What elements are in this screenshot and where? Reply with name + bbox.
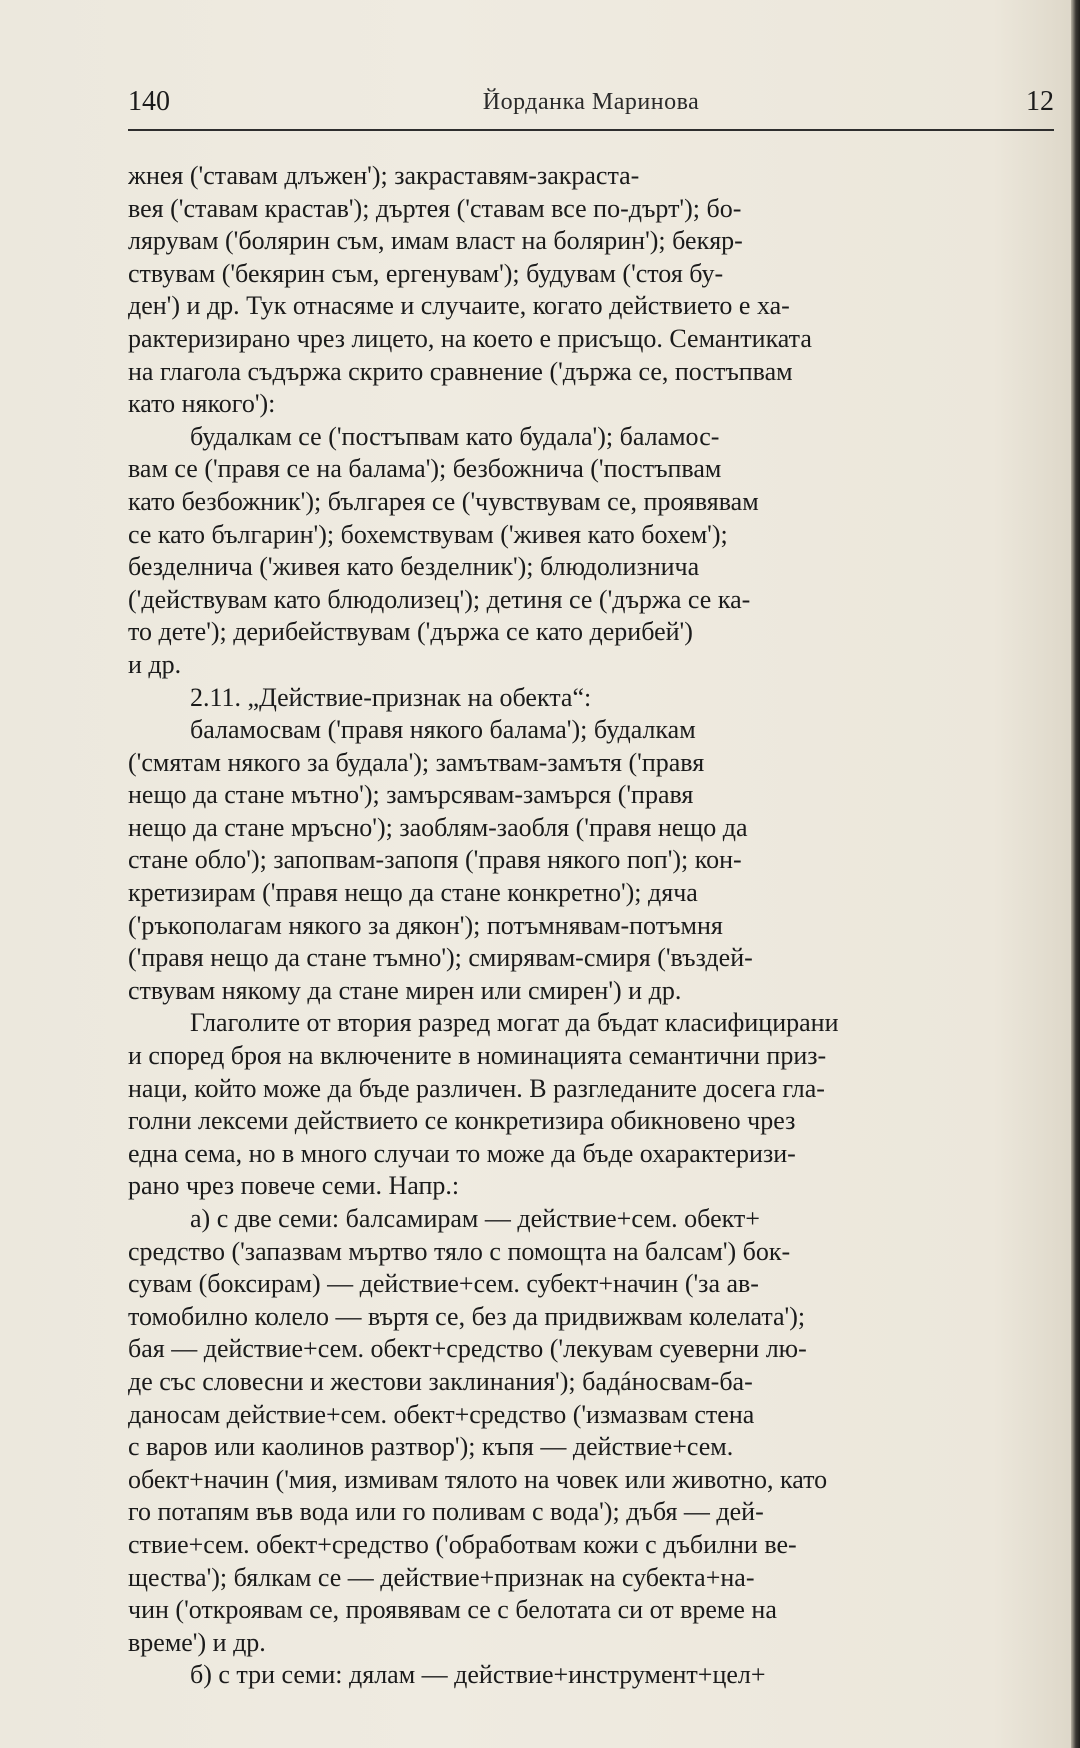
text-line: рано чрез повече семи. Напр.: [128,1171,460,1201]
text-line: ('смятам някого за будала'); замътвам-замътя ('правя [128,747,705,777]
text-line: на глагола съдържа скрито сравнение ('държа се, постъпвам [128,356,793,386]
text-line: Глаголите от втория разред могат да бъдат класифицирани [190,1008,839,1038]
text-line: нещо да стане мръсно'); заоблям-заобля ('правя нещо да [128,812,748,842]
text-line: ('ръкополагам някого за дякон'); потъмнявам-потъмня [128,910,723,940]
text-line: ('правя нещо да стане тъмно'); смирявам-смиря ('въздей- [128,943,753,973]
text-line: безделнича ('живея като безделник'); блюдолизнича [128,552,700,582]
text-line: а) с две семи: балсамирам — действие+сем. обект+ [190,1204,760,1233]
text-line: рактеризирано чрез лицето, на което е присъщо. Семантиката [128,323,812,353]
text-line: то дете'); дерибействувам ('държа се като дерибей') [128,617,693,647]
text-line: нещо да стане мътно'); замърсявам-замърся ('правя [128,780,694,810]
text-line: сувам (боксирам) — действие+сем. субект+начин ('за ав- [128,1269,759,1299]
page-edge-shadow [1071,0,1080,1748]
text-line: стане обло'); запопвам-запопя ('правя някого поп'); кон- [128,845,742,875]
text-line: и др. [128,649,182,679]
text-line: и според броя на включените в номинацията семантични приз- [128,1041,827,1071]
text-line: с варов или каолинов разтвор'); къпя — действие+сем. [128,1432,734,1462]
running-title: Йорданка Маринова [482,89,700,115]
text-line: лярувам ('болярин съм, имам власт на болярин'); бекяр- [128,226,743,256]
text-line: голни лексеми действието се конкретизира обикновено чрез [128,1106,796,1136]
section-number: 12 [1026,86,1054,117]
text-line: го потапям във вода или го поливам с вода'); дъбя — дей- [128,1497,764,1527]
text-line: ствувам ('бекярин съм, ергенувам'); будувам ('стоя бу- [128,258,724,288]
body-text [128,160,1054,1692]
text-line: де със словесни и жестови заклинания'); бадáносвам-ба- [128,1366,753,1396]
text-line: една сема, но в много случаи то може да бъде охарактеризи- [128,1138,796,1168]
text-line: жнея ('ставам длъжен'); закраставям-закраста- [128,161,640,190]
page-header [128,86,1054,126]
text-line: ('действувам като блюдолизец'); детиня се ('държа се ка- [128,584,751,614]
header-rule [128,129,1054,131]
text-line: време') и др. [128,1627,266,1657]
text-line: баламосвам ('правя някого балама'); будалкам [190,715,696,745]
text-line: чин ('откроявам се, проявявам се с белотата си от време на [128,1595,777,1625]
text-line: будалкам се ('постъпвам като будала'); баламос- [190,421,720,451]
text-line: щества'); бялкам се — действие+признак на субекта+на- [128,1562,755,1592]
section-heading: 2.11. „Действие-признак на обекта“: [190,682,592,712]
text-line: ствие+сем. обект+средство ('обработвам кожи с дъбилни ве- [128,1529,797,1559]
text-line: наци, който може да бъде различен. В разгледаните досега гла- [128,1073,825,1103]
text-line: вам се ('правя се на балама'); безбожнича ('постъпвам [128,454,722,484]
text-line: средство ('запазвам мъртво тяло с помощта на балсам') бок- [128,1236,791,1266]
text-line: като някого'): [128,389,276,419]
text-line: б) с три семи: дялам — действие+инструмент+цел+ [190,1660,766,1690]
text-line: обект+начин ('мия, измивам тялото на човек или животно, като [128,1464,828,1494]
text-line: томобилно колело — въртя се, без да придвижвам колелата'); [128,1301,806,1331]
text-line: ден') и др. Тук отнасяме и случаите, когато действието е ха- [128,291,790,321]
text-line: кретизирам ('правя нещо да стане конкретно'); дяча [128,878,698,908]
text-line: се като българин'); бохемствувам ('живея като бохем'); [128,519,728,549]
text-line: ствувам някому да стане мирен или смирен') и др. [128,975,682,1005]
text-line: вея ('ставам крастав'); дъртея ('ставам все по-дърт'); бо- [128,193,742,223]
text-line: като безбожник'); българея се ('чувствувам се, проявявам [128,486,759,516]
text-line: бая — действие+сем. обект+средство ('лекувам суеверни лю- [128,1334,807,1364]
text-line: даносам действие+сем. обект+средство ('измазвам стена [128,1399,755,1429]
page-number: 140 [128,86,170,117]
